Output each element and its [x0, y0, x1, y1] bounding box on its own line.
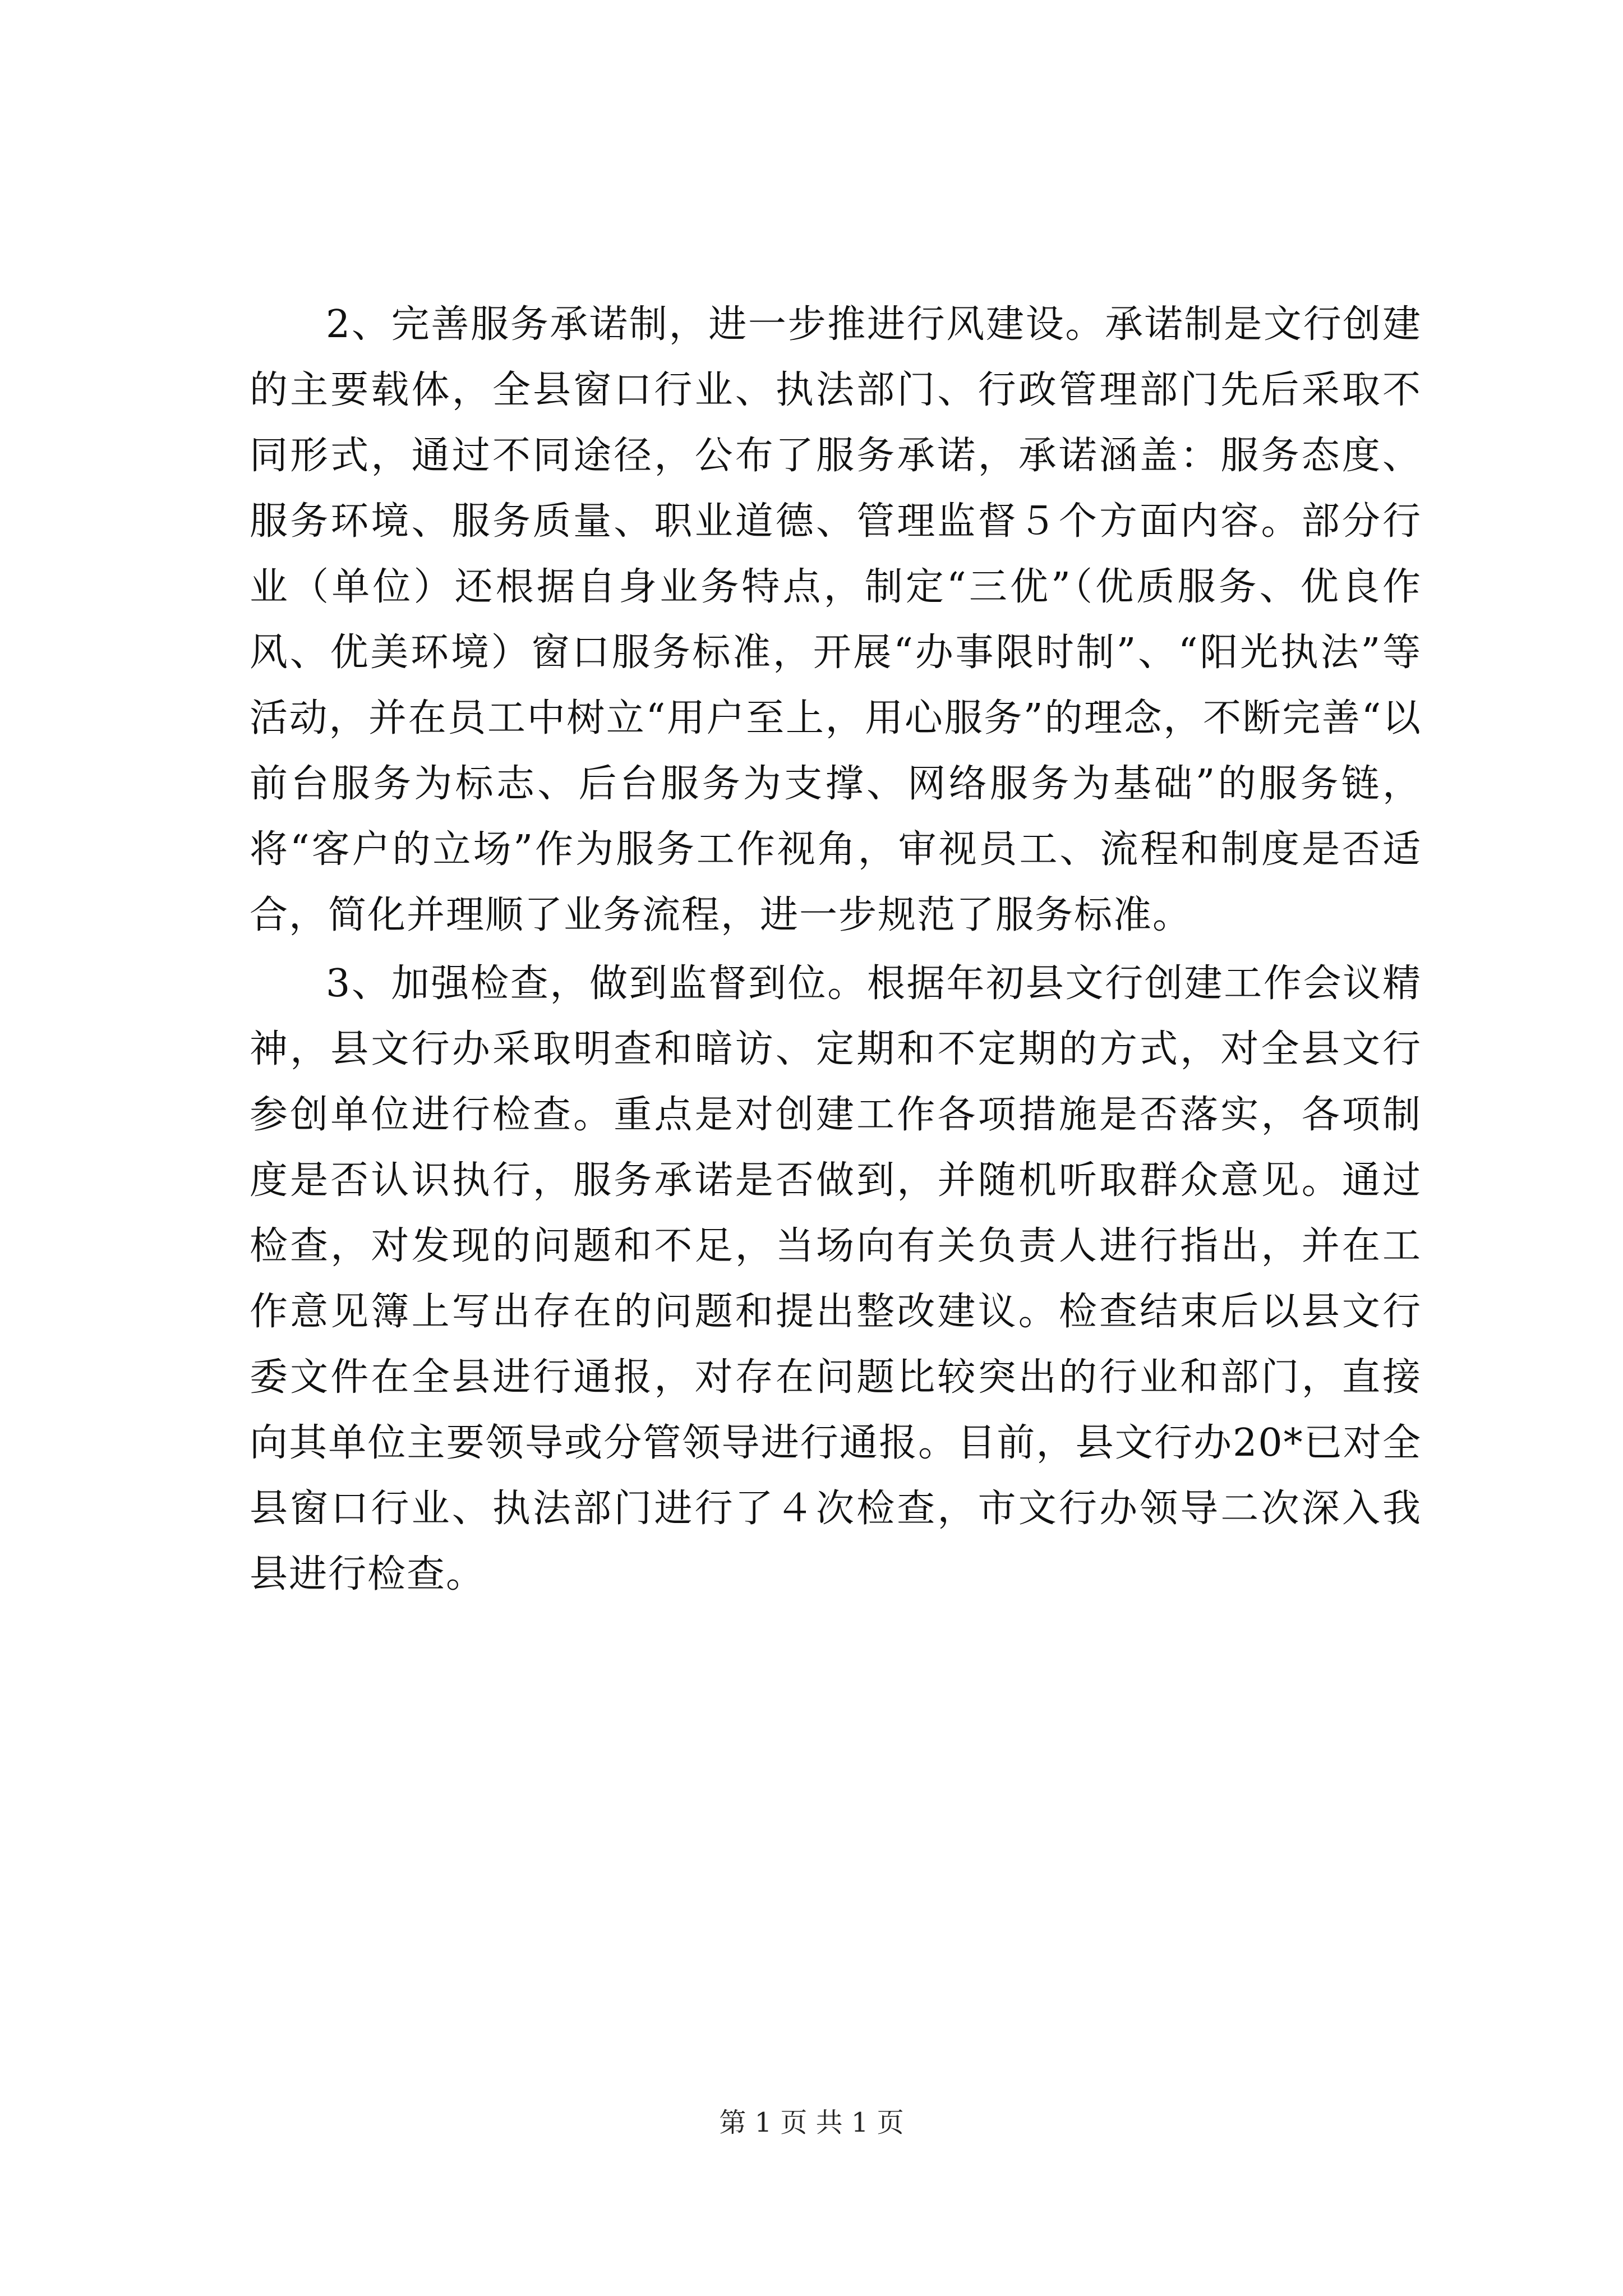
paragraph-inspection: 3、加强检查，做到监督到位。根据年初县文行创建工作会议精神，县文行办采取明查和暗访、定期和不定期的方式，对全县文行参创单位进行检查。重点是对创建工作各项措施是否落实，各项制度是否认识执行，服务承诺是否做到，并随机听取群众意见。通过检查，对发现的问题和不足，当场向有关负责人进行指出，并在工作意见簿上写出存在的问题和提出整改建议。检查结束后以县文行委文件在全县进行通报，对存在问题比较突出的行业和部门，直接向其单位主要领导或分管领导进行通报。目前，县文行办20*已对全县窗口行业、执法部门进行了４次检查，市文行办领导二次深入我县进行检查。 [250, 961, 1422, 1596]
document-body [250, 292, 1422, 1610]
paragraph-service-commitment: 2、完善服务承诺制，进一步推进行风建设。承诺制是文行创建的主要载体，全县窗口行业、执法部门、行政管理部门先后采取不同形式，通过不同途径，公布了服务承诺，承诺涵盖：服务态度、服务环境、服务质量、职业道德、管理监督５个方面内容。部分行业（单位）还根据自身业务特点，制定“三优”（优质服务、优良作风、优美环境）窗口服务标准，开展“办事限时制”、“阳光执法”等活动，并在员工中树立“用户至上，用心服务”的理念，不断完善“以前台服务为标志、后台服务为支撑、网络服务为基础”的服务链，将“客户的立场”作为服务工作视角，审视员工、流程和制度是否适合，简化并理顺了业务流程，进一步规范了服务标准。 [250, 302, 1422, 937]
page-footer: 第 1 页 共 1 页 [719, 2107, 904, 2138]
